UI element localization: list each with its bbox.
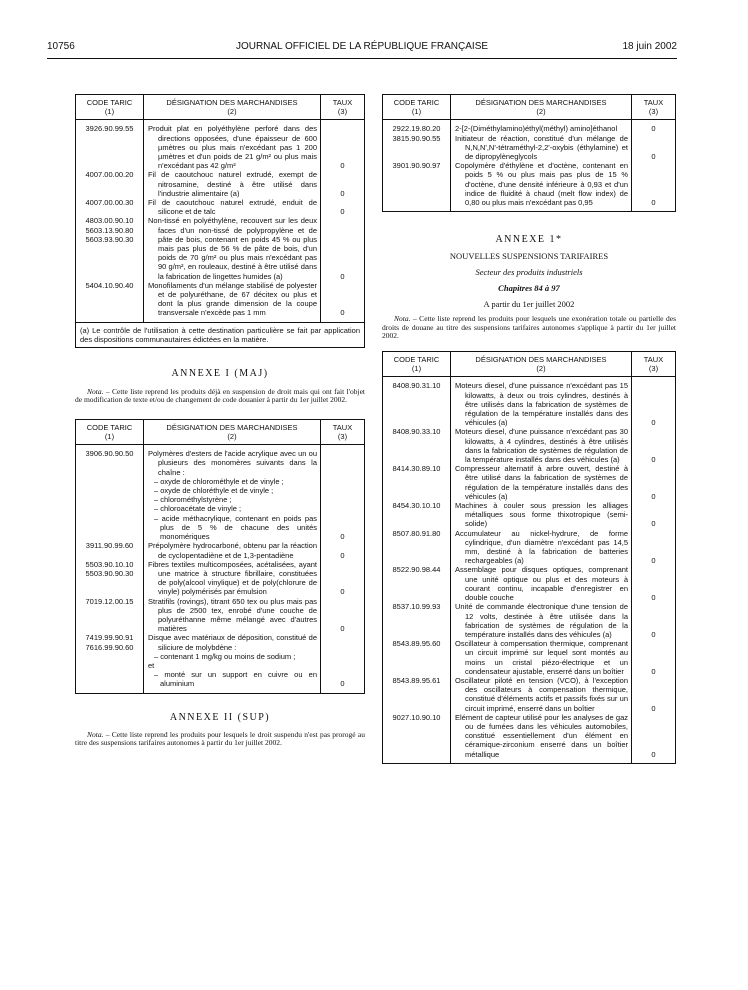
table-row [383,427,676,464]
taric-code: 9027.10.90.10 [383,713,451,764]
goods-description [451,565,632,602]
taric-code: 3815.90.90.55 [383,134,451,162]
journal-title: JOURNAL OFFICIEL DE LA RÉPUBLIQUE FRANÇAISE [235,41,489,52]
table-row [76,445,365,542]
duty-rate: 0 [632,501,676,529]
table-row [76,633,365,693]
taric-code: 8543.89.95.60 [383,639,451,676]
description-line: – monté sur un support en cuivre ou en aluminium [154,670,317,689]
duty-rate: 0 [321,597,365,634]
duty-rate: 0 [632,377,676,428]
table-row [76,541,365,559]
description-line: Unité de commande électronique d'une tension de 12 volts, destinée à être utilisée dans la fabrication de systèmes de régulation de la température installés dans des véhicules (a) [455,602,628,639]
description-line: Oscillateur piloté en tension (VCO), à l'exception des oscillateurs à compensation thermique, constitué d'éléments actifs et passifs fixés sur un circuit imprimé, enserré dans un boîtier [455,675,628,713]
duty-rate: 0 [321,541,365,559]
duty-rate: 0 [632,565,676,602]
duty-rate: 0 [632,120,676,134]
col-desc-header: DÉSIGNATION DES MARCHANDISES (2) [144,95,321,120]
description-line: Elément de capteur utilisé pour les analyses de gaz ou de fumées dans les véhicules automobiles, constitué essentiellement d'un élément en céramique-zirconium enserré dans un boîtier métallique [455,712,628,759]
duty-rate: 0 [632,134,676,162]
table-row [383,377,676,428]
duty-rate: 0 [632,427,676,464]
goods-description [451,120,632,134]
goods-description [144,170,321,198]
tariff-table-2 [75,419,365,694]
table-row [383,501,676,529]
taric-code: 8537.10.99.93 [383,602,451,639]
table-header [76,95,365,120]
taric-code: 3911.90.99.60 [76,541,144,559]
tariff-table-4 [382,351,676,764]
goods-description [144,281,321,322]
duty-rate: 0 [321,633,365,693]
duty-rate: 0 [632,713,676,764]
col-code-header: CODE TARIC (1) [76,419,144,444]
goods-description [451,501,632,529]
duty-rate: 0 [321,281,365,322]
annex-1-chapters: Chapitres 84 à 97 [498,283,560,294]
goods-description [451,134,632,162]
taric-code: 3901.90.90.97 [383,161,451,212]
description-line: Monofilaments d'un mélange stabilisé de polyester et de polyuréthane, de 67 décitex ou plus et dont la plus grande dimension de la coupe transversale n'excède pas 1 mm [148,280,317,318]
description-line: et [148,660,155,670]
duty-rate: 0 [632,639,676,676]
table-header [76,419,365,444]
table-row [383,676,676,713]
table-row [76,216,365,280]
description-line: – chlorométhylstyrène ; [154,495,232,505]
duty-rate: 0 [632,676,676,713]
annex-1-sector: Secteur des produits industriels [475,267,583,278]
description-line: – oxyde de chloréthyle et de vinyle ; [154,486,274,496]
description-line: – acide méthacrylique, contenant en poids pas plus de 5 % de chacune des unités monomériques [154,513,317,542]
goods-description [144,445,321,542]
taric-code: 8408.90.31.10 [383,377,451,428]
goods-description [451,427,632,464]
duty-rate: 0 [632,161,676,212]
taric-code: 7419.99.90.91 7616.99.90.60 [76,633,144,693]
annex-maj-note: Nota. – Cette liste reprend les produits déjà en suspension de droit mais qui ont fait l'objet de modification de texte et/ou de changement de code douanier à partir du 1er juillet 2002. [75,386,365,405]
duty-rate: 0 [632,602,676,639]
goods-description [451,639,632,676]
table-row [383,565,676,602]
annex-maj-title: ANNEXE I (MAJ) [171,367,269,379]
description-line: Fibres textiles multicomposées, acétalisées, ayant une matrice à structure fibrillaire, constituées de poly(alcool vinylique) et de poly(chlorure de vinyle) polymérisés par émulsion [148,559,317,597]
annex-1-title: ANNEXE 1* [495,234,563,246]
taric-code: 2922.19.80.20 [383,120,451,134]
duty-rate: 0 [321,198,365,216]
goods-description [451,676,632,713]
table-row [76,560,365,597]
taric-code: 5503.90.10.10 5503.90.90.30 [76,560,144,597]
taric-code: 7019.12.00.15 [76,597,144,634]
description-line: – chloroacétate de vinyle ; [154,504,242,514]
table-row [383,161,676,212]
description-line: Disque avec matériaux de déposition, constitué de siliciure de molybdène : [148,633,317,652]
left-column [75,94,365,748]
annex-sup-note: Nota. – Cette liste reprend les produits pour lesquels le droit suspendu n'est pas prorogé au titre des suspensions tarifaires autonomes à partir du 1er juillet 2002. [75,729,365,748]
goods-description [451,377,632,428]
goods-description [144,560,321,597]
annex-sup-title: ANNEXE II (SUP) [169,711,271,723]
duty-rate: 0 [321,120,365,171]
description-line: Assemblage pour disques optiques, comprenant une unité optique ou plus et des moteurs à courant continu, incapable d'enregistrer en double couche [455,565,628,603]
table-footnote: (a) Le contrôle de l'utilisation à cette destination particulière se fait par application des dispositions communautaires édictées en la matière. [75,323,365,348]
taric-code: 8507.80.91.80 [383,529,451,566]
goods-description [451,529,632,566]
table-row [383,120,676,134]
description-line: Polymères d'esters de l'acide acrylique avec un ou plusieurs des monomères suivants dans la chaîne : [148,449,317,477]
description-line: Fil de caoutchouc naturel extrudé, enduit de silicone et de talc [148,198,317,217]
page-header [47,41,677,55]
table-row [76,281,365,322]
tariff-table-1 [75,94,365,323]
taric-code: 8414.30.89.10 [383,464,451,501]
goods-description [144,216,321,280]
annex-1-subtitle: NOUVELLES SUSPENSIONS TARIFAIRES [449,251,609,262]
description-line: Stratifils (rovings), titrant 650 tex ou plus mais pas plus de 2500 tex, enrobé d'une couche de polyuréthanne même mélangé avec d'autres matières [148,596,317,634]
col-rate-header: TAUX (3) [321,419,365,444]
taric-code: 3906.90.90.50 [76,445,144,542]
description-line: – contenant 1 mg/kg ou moins de sodium ; [154,651,296,661]
taric-code: 5404.10.90.40 [76,281,144,322]
table-row [76,198,365,216]
table-row [76,170,365,198]
goods-description [144,120,321,171]
duty-rate: 0 [321,560,365,597]
goods-description [144,198,321,216]
description-line: Machines à couler sous pression les alliages métalliques sous forme thixotropique (semi-solide) [455,501,628,529]
table-row [383,134,676,162]
taric-code: 4007.00.00.20 [76,170,144,198]
tariff-table-3 [382,94,676,212]
table-row [76,597,365,634]
col-code-header: CODE TARIC (1) [383,352,451,377]
goods-description [451,602,632,639]
description-line: Copolymère d'éthylène et d'octène, contenant en poids 5 % ou plus mais pas plus de 15 % d'octène, d'une densité inférieure à 0,93 et d'un indice de fluidité à chaud (melt flow index) de 0,80 ou plus mais n'excédant pas 0,95 [455,161,628,208]
goods-description [144,541,321,559]
description-line: Oscillateur à compensation thermique, comprenant un circuit imprimé sur lequel sont montés au moins un cristal piézo-électrique et un condensateur ajustable, enserré dans un boîtier [455,639,628,676]
duty-rate: 0 [321,445,365,542]
duty-rate: 0 [321,170,365,198]
goods-description [451,464,632,501]
table-row [383,529,676,566]
col-desc-header: DÉSIGNATION DES MARCHANDISES (2) [144,419,321,444]
description-line: Fil de caoutchouc naturel extrudé, exempt de nitrosamine, destiné à être utilisé dans l'industrie alimentaire (a) [148,170,317,198]
col-code-header: CODE TARIC (1) [76,95,144,120]
goods-description [451,713,632,764]
page-number: 10756 [47,41,75,52]
taric-code: 8454.30.10.10 [383,501,451,529]
description-line: Produit plat en polyéthylène perforé dans des directions opposées, d'une épaisseur de 600 µmètres ou plus mais n'excédant pas 1 200 µmètres et d'un poids de 21 g/m² ou plus mais n'excédant pas 42 g/m² [148,124,317,171]
description-line: Moteurs diesel, d'une puissance n'excédant pas 30 kilowatts, à 4 cylindres, destinés à être utilisés dans la fabrication de systèmes de régulation de la température installés dans des véhicules (a) [455,427,628,465]
taric-code: 8522.90.98.44 [383,565,451,602]
duty-rate: 0 [632,464,676,501]
taric-code: 4007.00.00.30 [76,198,144,216]
description-line: Moteurs diesel, d'une puissance n'excédant pas 15 kilowatts, à deux ou trois cylindres, destinés à être utilisés dans la fabrication de systèmes de régulation de la température installés dans des véhicules (a) [455,381,628,428]
col-desc-header: DÉSIGNATION DES MARCHANDISES (2) [451,95,632,120]
goods-description [144,633,321,693]
col-rate-header: TAUX (3) [632,352,676,377]
duty-rate: 0 [321,216,365,280]
duty-rate: 0 [632,529,676,566]
table-header [383,95,676,120]
description-line: 2-[2-(Diméthylamino)éthyl(méthyl) amino]éthanol [455,124,618,134]
table-row [383,602,676,639]
taric-code: 3926.90.99.55 [76,120,144,171]
description-line: Non-tissé en polyéthylène, recouvert sur les deux faces d'un non-tissé de polypropylène et de pâte de bois, contenant en poids 45 % ou plus mais pas plus de 56 % de pâte de bois, d'un poids de 70 g/m² ou plus mais n'excédant pas 90 g/m², en rouleaux, destiné à être utilisé dans la fabrication de lingettes humides (a) [148,216,317,281]
table-row [383,639,676,676]
table-header [383,352,676,377]
table-row [383,464,676,501]
description-line: Compresseur alternatif à arbre ouvert, destiné à être utilisé dans la fabrication de systèmes de régulation de la température installés dans des véhicules (a) [455,464,628,501]
header-rule [47,58,677,59]
col-code-header: CODE TARIC (1) [383,95,451,120]
col-rate-header: TAUX (3) [632,95,676,120]
taric-code: 8408.90.33.10 [383,427,451,464]
goods-description [144,597,321,634]
col-rate-header: TAUX (3) [321,95,365,120]
col-desc-header: DÉSIGNATION DES MARCHANDISES (2) [451,352,632,377]
description-line: Initiateur de réaction, constitué d'un mélange de N,N,N',N'-tétraméthyl-2,2'-oxybis (éthylamine) et de dipropylèneglycols [455,133,628,162]
description-line: Prépolymère hydrocarboné, obtenu par la réaction de cyclopentadiène et de 1,3-pentadiène [148,541,317,560]
taric-code: 4803.00.90.10 5603.13.90.80 5603.93.90.30 [76,216,144,280]
taric-code: 8543.89.95.61 [383,676,451,713]
right-column [382,94,676,764]
table-row [76,120,365,171]
description-line: Accumulateur au nickel-hydrure, de forme cylindrique, d'un diamètre n'excédant pas 14,5 mm, destiné à la fabrication de batteries rechargeables (a) [455,528,628,566]
annex-1-date: A partir du 1er juillet 2002 [483,299,575,310]
table-row [383,713,676,764]
annex-1-note: Nota. – Cette liste reprend les produits pour lesquels une exonération totale ou partielle des droits de douane au titre des suspensions tarifaires autonomes s'applique à partir du 1er juillet 2002. [382,314,676,341]
issue-date: 18 juin 2002 [622,41,677,52]
goods-description [451,161,632,212]
description-line: – oxyde de chlorométhyle et de vinyle ; [154,476,284,486]
